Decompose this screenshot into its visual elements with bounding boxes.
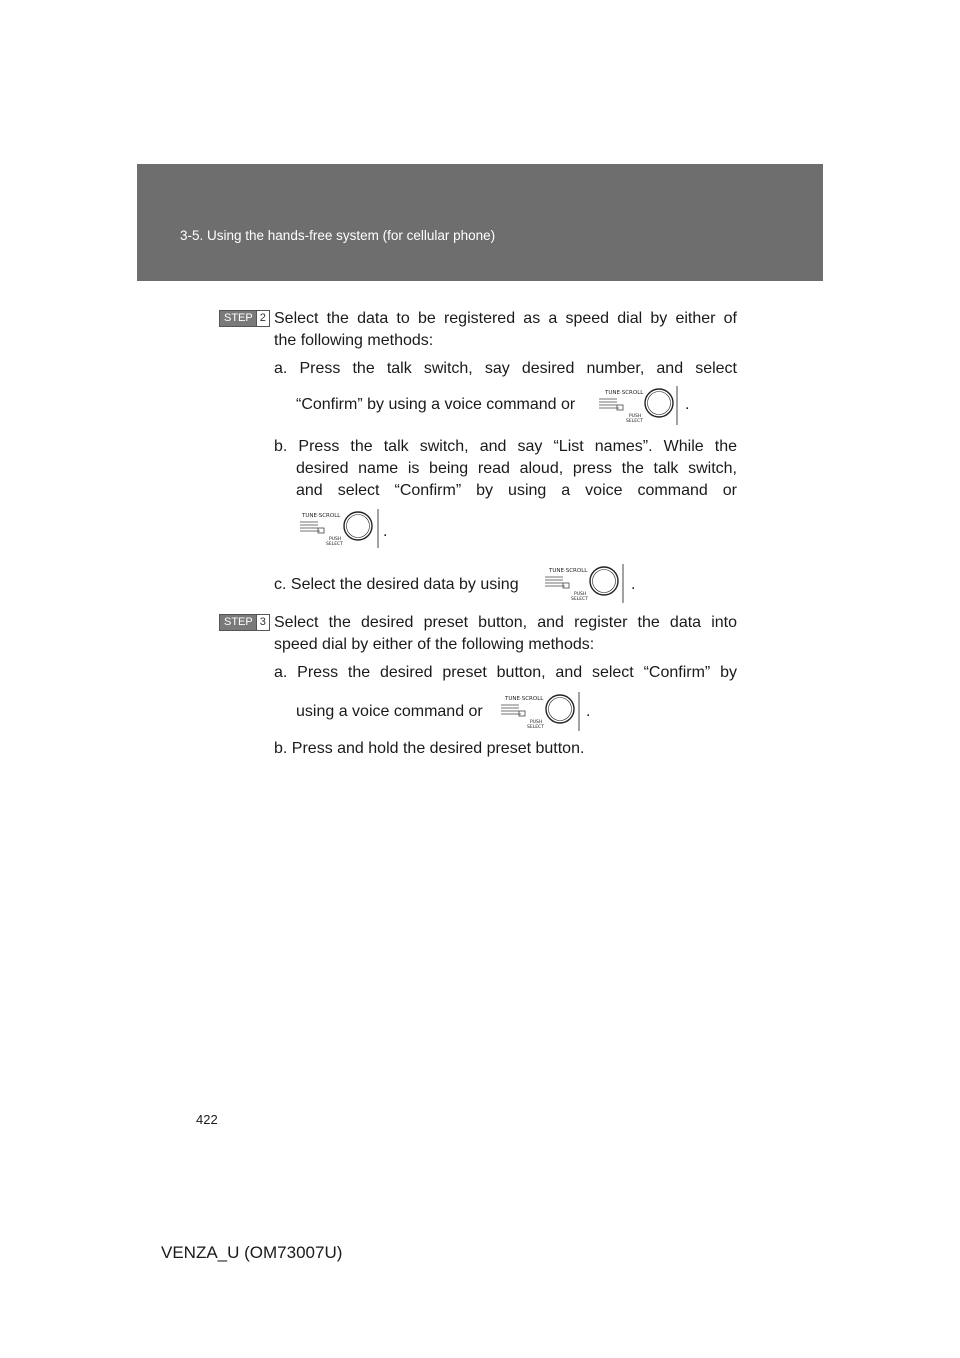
document-footer: VENZA_U (OM73007U): [161, 1243, 343, 1262]
step-3-item-b-line-1: b. Press and hold the desired preset button.: [274, 740, 585, 757]
svg-text:TUNE·SCROLL: TUNE·SCROLL: [549, 568, 588, 574]
step-3-item-a-line-2: using a voice command or: [296, 703, 483, 720]
step-2-item-a-end: .: [685, 396, 690, 413]
svg-text:TUNE·SCROLL: TUNE·SCROLL: [302, 513, 341, 519]
step-2-badge: [219, 310, 270, 327]
step-badge-label: STEP: [224, 312, 253, 324]
page-number: 422: [196, 1112, 218, 1127]
step-3-item-a-line-1: a. Press the desired preset button, and select “Confirm” by: [274, 664, 737, 681]
svg-text:SELECT: SELECT: [527, 725, 544, 730]
svg-text:PUSH: PUSH: [530, 720, 543, 725]
step-badge-label: STEP: [224, 616, 253, 628]
step-2-intro-line-2: the following methods:: [274, 332, 434, 349]
step-badge-number: 3: [256, 615, 269, 630]
step-3-intro-line-1: Select the desired preset button, and register the data into: [274, 614, 737, 631]
tune-scroll-knob-icon: [296, 507, 382, 549]
step-2-intro-line-1: Select the data to be registered as a speed dial by either of: [274, 310, 737, 327]
step-3-intro-line-2: speed dial by either of the following methods:: [274, 636, 595, 653]
step-3-badge: [219, 614, 270, 631]
step-2-item-b-line-2: desired name is being read aloud, press the talk switch,: [296, 460, 737, 477]
step-2-item-c-line-1: c. Select the desired data by using: [274, 576, 519, 593]
tune-scroll-knob-icon: [541, 562, 627, 604]
section-title: 3-5. Using the hands-free system (for cellular phone): [180, 228, 496, 243]
svg-text:TUNE·SCROLL: TUNE·SCROLL: [505, 696, 544, 702]
step-2-item-a-line-1: a. Press the talk switch, say desired number, and select: [274, 360, 737, 377]
knob-top-label: TUNE·SCROLL: [605, 390, 644, 396]
knob-select-label: SELECT: [626, 419, 643, 424]
knob-push-label: PUSH: [629, 414, 642, 419]
tune-scroll-knob-icon: [497, 690, 583, 732]
svg-text:SELECT: SELECT: [571, 597, 588, 602]
tune-scroll-knob-icon: [593, 384, 679, 426]
step-3-item-a-end: .: [586, 703, 591, 720]
step-2-item-a-line-2: “Confirm” by using a voice command or: [296, 396, 576, 413]
section-header: [137, 164, 823, 281]
svg-text:SELECT: SELECT: [326, 542, 343, 547]
step-badge-number: 2: [256, 311, 269, 326]
step-2-item-c-end: .: [631, 576, 636, 593]
svg-text:PUSH: PUSH: [329, 537, 342, 542]
step-2-item-b-end: .: [383, 523, 388, 540]
step-2-item-b-line-3: and select “Confirm” by using a voice command or: [296, 482, 737, 499]
step-2-item-b-line-1: b. Press the talk switch, and say “List names”. While the: [274, 438, 737, 455]
svg-text:PUSH: PUSH: [574, 592, 587, 597]
